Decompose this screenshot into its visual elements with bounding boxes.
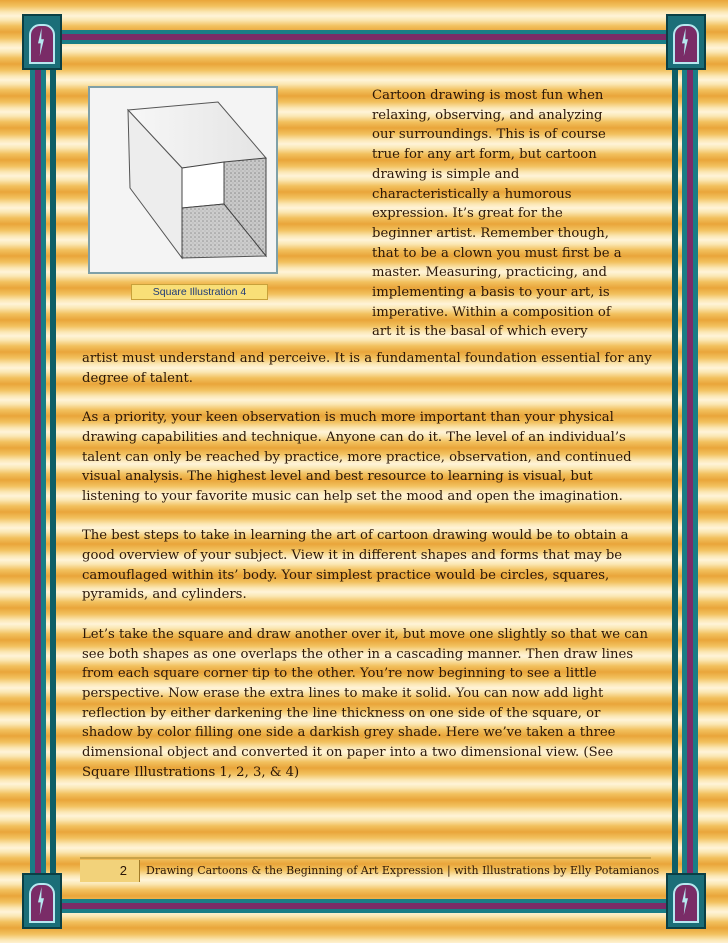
page-footer	[80, 857, 660, 885]
paragraph: As a priority, your keen observation is much more important than your physical drawing capabilities and technique. Anyone can do it. The level of an individual’s talent can only be reached by practice, more practice, observation, and continued visual analysis. The highest level and best resource to learning is visual, but listening to your favorite music can help set the mood and open the imagination.	[82, 410, 632, 504]
border-left	[30, 30, 46, 913]
illustration-caption: Square Illustration 4	[131, 284, 268, 300]
body-text	[82, 349, 652, 782]
intro-line: that to be a clown you must first be a	[372, 245, 622, 261]
corner-ornament-bottom-left	[22, 873, 62, 929]
border-left-inner	[50, 40, 56, 903]
border-bottom	[30, 899, 698, 913]
paragraph: Let’s take the square and draw another over it, but move one slightly so that we can see both shapes as one overlaps the other in a cascading manner. Then draw lines from each square corner tip to the other. You’re now beginning to see a little perspective. Now erase the extra lines to make it solid. You can now add light reflection by either darkening the line thickness on one side of the square, or shadow by color filling one side a darkish grey shade. Here we’ve taken a three dimensional object and converted it on paper into a two dimensional view. (See Square Illustrations 1, 2, 3, & 4)	[82, 626, 648, 780]
intro-line: art it is the basal of which every	[372, 324, 588, 340]
footer-title: Drawing Cartoons & the Beginning of Art Expression | with Illustrations by Elly Potamianos	[146, 864, 660, 877]
square-illustration-image	[88, 86, 278, 274]
intro-line: imperative. Within a composition of	[372, 304, 611, 320]
perspective-cube-drawing	[90, 88, 276, 272]
intro-column	[372, 86, 652, 342]
intro-line: our surroundings. This is of course	[372, 127, 606, 143]
corner-ornament-top-left	[22, 14, 62, 70]
intro-line: characteristically a humorous	[372, 186, 572, 202]
intro-line: true for any art form, but cartoon	[372, 147, 597, 163]
intro-line: relaxing, observing, and analyzing	[372, 107, 603, 123]
paragraph: The best steps to take in learning the art of cartoon drawing would be to obtain a good overview of your subject. View it in different shapes and forms that may be camouflaged within its’ body. Your simplest practice would be circles, squares, pyramids, and cylinders.	[82, 528, 629, 603]
intro-line: Cartoon drawing is most fun when	[372, 88, 604, 103]
border-right	[682, 30, 698, 913]
intro-line: beginner artist. Remember though,	[372, 225, 609, 241]
intro-line: drawing is simple and	[372, 166, 520, 182]
footer-rule	[80, 857, 651, 859]
border-right-inner	[672, 40, 678, 903]
border-top	[30, 30, 698, 44]
intro-continuation: artist must understand and perceive. It is a fundamental foundation essential for any degree of talent.	[82, 351, 652, 386]
intro-line: master. Measuring, practicing, and	[372, 265, 607, 281]
corner-ornament-top-right	[666, 14, 706, 70]
page-number: 2	[80, 860, 140, 882]
corner-ornament-bottom-right	[666, 873, 706, 929]
intro-line: expression. It’s great for the	[372, 206, 563, 222]
intro-line: implementing a basis to your art, is	[372, 285, 610, 301]
